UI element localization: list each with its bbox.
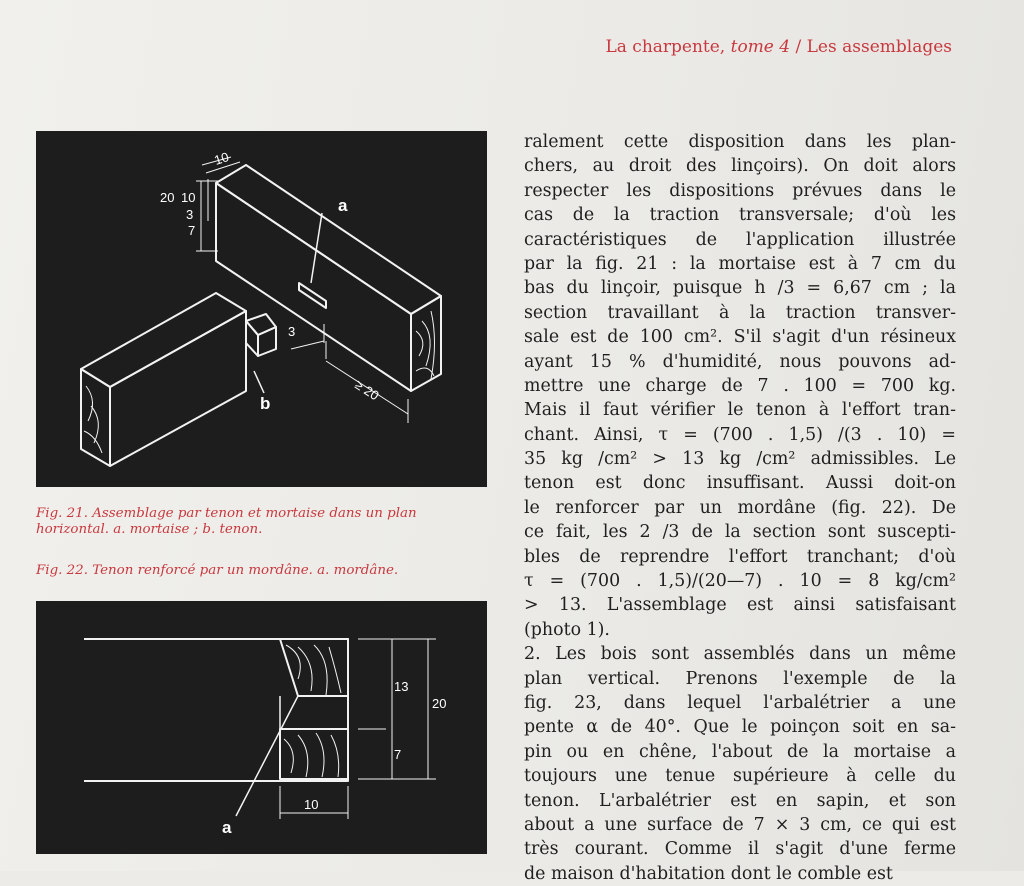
body-line: bles de reprendre l'effort tranchant; d'où xyxy=(524,546,956,567)
body-line: sale est de 100 cm². S'il s'agit d'un résineux xyxy=(524,327,956,348)
body-line: ayant 15 % d'humidité, nous pouvons ad- xyxy=(524,351,956,372)
body-line: très courant. Comme il s'agit d'une ferme xyxy=(524,839,956,860)
figure-21-label-b: b xyxy=(260,394,271,413)
figure-22-drawing xyxy=(36,601,487,854)
running-header xyxy=(605,37,952,57)
body-line: pin ou en chêne, l'about de la mortaise a xyxy=(524,741,956,762)
body-line: respecter les dispositions prévues dans le xyxy=(524,180,956,201)
body-line: (photo 1). xyxy=(524,619,610,640)
body-line: caractéristiques de l'application illustrée xyxy=(524,229,956,250)
figure-22 xyxy=(36,601,487,854)
body-line: τ = (700 . 1,5)/(20—7) . 10 = 8 kg/cm² xyxy=(524,571,956,592)
figure-21-dim-20: 20 xyxy=(160,190,175,205)
body-line: ce fait, les 2 /3 de la section sont suscepti- xyxy=(524,522,956,543)
body-line: chant. Ainsi, τ = (700 . 1,5) /(3 . 10) = xyxy=(524,424,956,445)
header-chapter: / Les assemblages xyxy=(790,37,952,57)
figure-21-dim-7: 7 xyxy=(188,223,196,238)
figure-21-label-a: a xyxy=(338,196,348,215)
figure-21-dim-10: 10 xyxy=(181,190,196,205)
body-line: Mais il faut vérifier le tenon à l'effort tran- xyxy=(524,400,956,421)
body-line: about a une surface de 7 × 3 cm, ce qui est xyxy=(524,814,956,835)
caption-22-line: Fig. 22. Tenon renforcé par un mordâne. a. mordâne. xyxy=(36,563,399,578)
header-volume: tome 4 xyxy=(730,37,791,57)
figure-22-dim-10: 10 xyxy=(304,797,319,812)
body-line: > 13. L'assemblage est ainsi satisfaisant xyxy=(524,595,956,616)
body-line: ralement cette disposition dans les plan- xyxy=(524,132,956,152)
header-title: La charpente, xyxy=(605,37,731,57)
body-text-column xyxy=(524,130,956,886)
caption-figure-21 xyxy=(36,506,496,538)
figure-22-dim-7: 7 xyxy=(394,747,402,762)
body-line: tenon est donc insuffisant. Aussi doit-on xyxy=(524,473,956,494)
body-line: 35 kg /cm² > 13 kg /cm² admissibles. Le xyxy=(524,449,956,470)
figure-22-dim-13: 13 xyxy=(394,679,409,694)
body-line: le renforcer par un mordâne (fig. 22). De xyxy=(524,497,956,518)
caption-21-line-1: Fig. 21. Assemblage par tenon et mortaise dans un plan xyxy=(36,506,417,521)
figure-21-dim-10-top: 10 xyxy=(212,149,231,168)
figure-21-dim-min-20: ≥ 20 xyxy=(352,376,382,404)
body-line: cas de la traction transversale; d'où les xyxy=(524,205,956,226)
figure-21-dim-3-tenon: 3 xyxy=(288,324,296,339)
body-line: par la fig. 21 : la mortaise est à 7 cm du xyxy=(524,253,956,274)
body-line: tenon. L'arbalétrier est en sapin, et son xyxy=(524,790,956,811)
figure-21-dim-3: 3 xyxy=(186,207,194,222)
body-line: chers, au droit des linçoirs). On doit alors xyxy=(524,156,956,177)
body-line: de maison d'habitation dont le comble est xyxy=(524,863,893,884)
body-line: fig. 23, dans lequel l'arbalétrier a une xyxy=(524,692,956,713)
body-line: toujours une tenue supérieure à celle du xyxy=(524,766,956,787)
body-line: pente α de 40°. Que le poinçon soit en sa- xyxy=(524,717,956,738)
figure-21-drawing xyxy=(36,131,487,487)
caption-figure-22 xyxy=(36,563,496,579)
body-line: bas du linçoir, puisque h /3 = 6,67 cm ; la xyxy=(524,278,956,299)
figure-21 xyxy=(36,131,487,487)
body-line: mettre une charge de 7 . 100 = 700 kg. xyxy=(524,375,956,396)
caption-21-line-2: horizontal. a. mortaise ; b. tenon. xyxy=(36,522,263,537)
body-line: plan vertical. Prenons l'exemple de la xyxy=(524,668,956,689)
figure-22-dim-20: 20 xyxy=(432,696,447,711)
figure-22-label-a: a xyxy=(222,818,232,837)
body-line: section travaillant à la traction transver- xyxy=(524,302,956,323)
body-line: 2. Les bois sont assemblés dans un même xyxy=(524,644,956,665)
